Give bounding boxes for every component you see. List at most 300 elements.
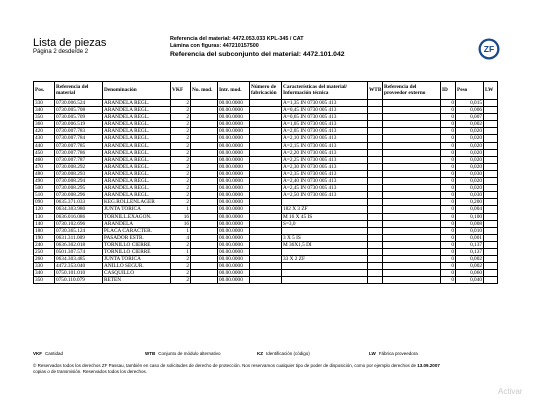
page-indicator: Página 2 desde/de 2 xyxy=(33,49,89,55)
col-pos-cell: 430 xyxy=(34,135,55,142)
col-wtb-cell xyxy=(368,256,383,263)
col-intr-mod-cell: 00.00.0000 xyxy=(218,270,250,277)
col-weight-cell: 0,060 xyxy=(456,270,484,277)
col-material-ref-cell: 0636.016.086 xyxy=(55,213,103,220)
col-vkf-cell: 2 xyxy=(171,256,191,263)
col-technical-info-cell: 3 X 5 IS xyxy=(282,234,368,241)
col-lw-cell xyxy=(484,234,498,241)
col-lw-cell xyxy=(484,227,498,234)
col-id-cell: 0 xyxy=(441,170,456,177)
col-no-mod-cell xyxy=(191,277,218,284)
col-supplier-ref-cell xyxy=(383,170,441,177)
col-pos-cell: 450 xyxy=(34,149,55,156)
col-vkf-cell: 2 xyxy=(171,107,191,114)
col-technical-info-cell xyxy=(282,270,368,277)
col-denomination-cell: PLACA CARACTER. xyxy=(103,227,171,234)
parts-table xyxy=(33,81,498,284)
col-denomination-cell: TORNILLO CIERRE xyxy=(103,241,171,248)
col-no-mod-cell xyxy=(191,213,218,220)
copyright-line-1: © Reservados todos los derechos ZF Passau, también en caso de solicitudes de derecho de protección. Nos reservamos cualquier tipo de poder de disposición, como por ejemplo derechos de 13.09.2007 xyxy=(33,363,440,368)
col-lw-cell xyxy=(484,206,498,213)
col-pos-cell: 500 xyxy=(34,185,55,192)
col-material-ref-cell: 0730.008.295 xyxy=(55,185,103,192)
col-id-cell: 0 xyxy=(441,142,456,149)
col-fabrication-no-cell xyxy=(250,248,282,255)
col-wtb-cell xyxy=(368,199,383,206)
logo-text: ZF xyxy=(483,44,495,55)
col-pos-header: Pos. xyxy=(34,82,55,100)
col-no-mod-cell xyxy=(191,270,218,277)
copyright-date: 13.09.2007 xyxy=(417,363,440,368)
col-no-mod-cell xyxy=(191,135,218,142)
col-lw-cell xyxy=(484,100,498,107)
col-weight-cell: 0,008 xyxy=(456,220,484,227)
col-id-cell: 0 xyxy=(441,121,456,128)
col-lw-cell xyxy=(484,170,498,177)
col-lw-cell xyxy=(484,270,498,277)
col-fabrication-no-cell xyxy=(250,185,282,192)
col-wtb-cell xyxy=(368,234,383,241)
copyright-footer xyxy=(33,363,503,375)
col-denomination-cell: ARANDELA xyxy=(103,220,171,227)
col-material-ref-cell: 4472.353.040 xyxy=(55,263,103,270)
col-pos-cell: 470 xyxy=(34,163,55,170)
col-id-cell: 0 xyxy=(441,263,456,270)
col-denomination-cell: ARANDELA REGL. xyxy=(103,149,171,156)
col-fabrication-no-cell xyxy=(250,206,282,213)
copyright-line-2: copias o de transmisión. Reservados todos los derechos. xyxy=(33,369,148,374)
col-intr-mod-cell: 00.00.0000 xyxy=(218,142,250,149)
table-row xyxy=(34,185,498,192)
col-supplier-ref-cell xyxy=(383,241,441,248)
col-weight-cell: 0,100 xyxy=(456,213,484,220)
col-wtb-cell xyxy=(368,114,383,121)
col-supplier-ref-cell xyxy=(383,185,441,192)
col-fabrication-no-cell xyxy=(250,163,282,170)
col-fabrication-no-cell xyxy=(250,241,282,248)
col-supplier-ref-cell xyxy=(383,256,441,263)
col-lw-cell xyxy=(484,128,498,135)
col-weight-cell: 0,002 xyxy=(456,121,484,128)
col-id-cell: 0 xyxy=(441,234,456,241)
col-pos-cell: 340 xyxy=(34,270,55,277)
col-intr-mod-cell: 00.00.0000 xyxy=(218,149,250,156)
col-technical-info-cell xyxy=(282,263,368,270)
col-pos-cell: 240 xyxy=(34,241,55,248)
col-no-mod-cell xyxy=(191,256,218,263)
col-material-ref-cell: 0730.102.696 xyxy=(55,220,103,227)
col-no-mod-cell xyxy=(191,185,218,192)
col-id-cell: 0 xyxy=(441,135,456,142)
col-technical-info-header: Características del material/ Información técnica xyxy=(282,82,368,100)
col-no-mod-cell xyxy=(191,192,218,199)
col-weight-cell: 0,004 xyxy=(456,206,484,213)
col-wtb-cell xyxy=(368,178,383,185)
col-fabrication-no-cell xyxy=(250,227,282,234)
col-supplier-ref-cell xyxy=(383,128,441,135)
table-row xyxy=(34,206,498,213)
col-vkf-cell: 2 xyxy=(171,149,191,156)
col-lw-cell xyxy=(484,241,498,248)
table-row xyxy=(34,199,498,206)
col-material-ref-cell: 0730.008.292 xyxy=(55,163,103,170)
col-material-ref-cell: 0730.005.709 xyxy=(55,114,103,121)
table-row xyxy=(34,256,498,263)
table-row xyxy=(34,192,498,199)
col-material-ref-cell: 0636.302.018 xyxy=(55,241,103,248)
col-vkf-cell: 2 xyxy=(171,178,191,185)
col-material-ref-cell: 0730.007.786 xyxy=(55,149,103,156)
col-weight-cell: 0,030 xyxy=(456,170,484,177)
document-header xyxy=(170,36,345,59)
col-supplier-ref-cell xyxy=(383,213,441,220)
col-denomination-cell: ARANDELA REGL. xyxy=(103,121,171,128)
col-supplier-ref-cell xyxy=(383,163,441,170)
col-lw-cell xyxy=(484,220,498,227)
col-fabrication-no-cell xyxy=(250,213,282,220)
table-row xyxy=(34,149,498,156)
col-weight-header: Peso xyxy=(456,82,484,100)
col-wtb-cell xyxy=(368,135,383,142)
col-lw-cell xyxy=(484,107,498,114)
col-vkf-cell: 1 xyxy=(171,206,191,213)
col-intr-mod-cell: 00.00.0000 xyxy=(218,128,250,135)
col-wtb-cell xyxy=(368,277,383,284)
col-intr-mod-cell: 00.00.0000 xyxy=(218,100,250,107)
col-weight-cell: 0,010 xyxy=(456,227,484,234)
col-vkf-cell: 2 xyxy=(171,241,191,248)
col-fabrication-no-cell xyxy=(250,114,282,121)
col-no-mod-cell xyxy=(191,107,218,114)
col-weight-cell: 0,020 xyxy=(456,156,484,163)
col-pos-cell: 350 xyxy=(34,277,55,284)
col-no-mod-cell xyxy=(191,128,218,135)
col-id-cell: 0 xyxy=(441,156,456,163)
subassembly-reference: Referencia del subconjunto del material: 4472.101.042 xyxy=(170,51,345,58)
col-fabrication-no-cell xyxy=(250,277,282,284)
col-wtb-cell xyxy=(368,270,383,277)
col-weight-cell: 0,137 xyxy=(456,248,484,255)
col-id-cell: 0 xyxy=(441,178,456,185)
col-wtb-cell xyxy=(368,263,383,270)
col-lw-cell xyxy=(484,142,498,149)
col-denomination-cell: TORNILLO CIERRE xyxy=(103,248,171,255)
col-pos-cell: 090 xyxy=(34,199,55,206)
col-wtb-cell xyxy=(368,213,383,220)
col-weight-cell: 0,020 xyxy=(456,178,484,185)
col-lw-cell xyxy=(484,192,498,199)
col-intr-mod-cell: 00.00.0000 xyxy=(218,114,250,121)
col-supplier-ref-cell xyxy=(383,149,441,156)
table-row xyxy=(34,248,498,255)
col-weight-cell: 0,002 xyxy=(456,263,484,270)
table-row xyxy=(34,227,498,234)
col-material-ref-cell: 0730.007.784 xyxy=(55,135,103,142)
col-supplier-ref-cell xyxy=(383,263,441,270)
table-row xyxy=(34,100,498,107)
col-no-mod-cell xyxy=(191,178,218,185)
col-supplier-ref-cell xyxy=(383,107,441,114)
col-no-mod-cell xyxy=(191,170,218,177)
col-lw-cell xyxy=(484,256,498,263)
col-fabrication-no-cell xyxy=(250,142,282,149)
table-row xyxy=(34,170,498,177)
col-material-ref-cell: 0730.005.708 xyxy=(55,107,103,114)
col-technical-info-cell: A=2,10 IN 0730 005 413 xyxy=(282,135,368,142)
col-id-cell: 0 xyxy=(441,270,456,277)
col-wtb-cell xyxy=(368,170,383,177)
col-intr-mod-cell: 00.00.0000 xyxy=(218,156,250,163)
col-material-ref-cell: 0730.365.124 xyxy=(55,227,103,234)
col-denomination-cell: ARANDELA REGL. xyxy=(103,107,171,114)
col-id-cell: 0 xyxy=(441,256,456,263)
col-intr-mod-cell: 00.00.0000 xyxy=(218,185,250,192)
col-no-mod-cell xyxy=(191,114,218,121)
col-material-ref-cell: 0730.008.296 xyxy=(55,192,103,199)
col-fabrication-no-cell xyxy=(250,170,282,177)
col-lw-cell xyxy=(484,263,498,270)
col-technical-info-cell xyxy=(282,199,368,206)
col-vkf-cell: 2 xyxy=(171,156,191,163)
col-weight-cell: 0,020 xyxy=(456,163,484,170)
col-intr-mod-cell: 00.00.0000 xyxy=(218,263,250,270)
col-fabrication-no-cell xyxy=(250,128,282,135)
col-no-mod-cell xyxy=(191,227,218,234)
col-material-ref-cell: 0730.006.524 xyxy=(55,100,103,107)
col-lw-cell xyxy=(484,277,498,284)
col-lw-cell xyxy=(484,121,498,128)
col-fabrication-no-cell xyxy=(250,270,282,277)
col-no-mod-cell xyxy=(191,142,218,149)
col-supplier-ref-cell xyxy=(383,270,441,277)
col-intr-mod-cell: 00.00.0000 xyxy=(218,277,250,284)
col-wtb-cell xyxy=(368,149,383,156)
col-technical-info-cell: A=2,35 IN 0730 005 413 xyxy=(282,170,368,177)
col-vkf-cell: 2 xyxy=(171,163,191,170)
col-supplier-ref-cell xyxy=(383,220,441,227)
legend-item: VKF Cantidad xyxy=(33,351,64,356)
col-fabrication-no-cell xyxy=(250,220,282,227)
col-id-cell: 0 xyxy=(441,100,456,107)
col-vkf-cell: 2 xyxy=(171,114,191,121)
col-vkf-cell: 2 xyxy=(171,135,191,142)
col-weight-cell: 0,040 xyxy=(456,277,484,284)
col-no-mod-cell xyxy=(191,199,218,206)
col-supplier-ref-cell xyxy=(383,248,441,255)
col-id-cell: 0 xyxy=(441,163,456,170)
col-material-ref-cell: 0635.371.033 xyxy=(55,199,103,206)
col-intr-mod-cell: 00.00.0000 xyxy=(218,220,250,227)
col-intr-mod-cell: 00.00.0000 xyxy=(218,227,250,234)
col-vkf-cell: 2 xyxy=(171,270,191,277)
col-supplier-ref-header: Referencia del proveedor externo xyxy=(383,82,441,100)
table-row xyxy=(34,277,498,284)
col-denomination-cell: ARANDELA REGL. xyxy=(103,192,171,199)
col-pos-cell: 130 xyxy=(34,213,55,220)
col-intr-mod-cell: 00.00.0000 xyxy=(218,170,250,177)
document-title: Lista de piezas xyxy=(33,37,107,49)
col-intr-mod-cell: 00.00.0000 xyxy=(218,234,250,241)
col-vkf-cell: 2 xyxy=(171,128,191,135)
col-material-ref-header: Referencia del material xyxy=(55,82,103,100)
col-vkf-cell: 2 xyxy=(171,170,191,177)
col-technical-info-cell: A=2,05 IN 0730 005 413 xyxy=(282,128,368,135)
col-denomination-cell: ARANDELA REGL. xyxy=(103,142,171,149)
col-intr-mod-header: Intr. mod. xyxy=(218,82,250,100)
col-pos-cell: 260 xyxy=(34,256,55,263)
col-technical-info-cell xyxy=(282,227,368,234)
table-row xyxy=(34,156,498,163)
col-material-ref-cell: 0501.307.574 xyxy=(55,248,103,255)
col-fabrication-no-cell xyxy=(250,263,282,270)
col-supplier-ref-cell xyxy=(383,277,441,284)
col-intr-mod-cell: 00.00.0000 xyxy=(218,213,250,220)
col-technical-info-cell: A=0,45 IN 0730 005 413 xyxy=(282,107,368,114)
col-pos-cell: 480 xyxy=(34,170,55,177)
table-row xyxy=(34,241,498,248)
col-wtb-cell xyxy=(368,248,383,255)
col-fabrication-no-cell xyxy=(250,135,282,142)
col-weight-cell: 0,002 xyxy=(456,256,484,263)
col-id-cell: 0 xyxy=(441,248,456,255)
col-id-cell: 0 xyxy=(441,277,456,284)
table-row xyxy=(34,220,498,227)
col-pos-cell: 140 xyxy=(34,220,55,227)
col-id-cell: 0 xyxy=(441,192,456,199)
col-no-mod-cell xyxy=(191,206,218,213)
col-lw-cell xyxy=(484,199,498,206)
col-weight-cell: 0,200 xyxy=(456,199,484,206)
col-supplier-ref-cell xyxy=(383,100,441,107)
col-denomination-cell: ARANDELA REGL. xyxy=(103,128,171,135)
col-vkf-cell: 2 xyxy=(171,277,191,284)
col-technical-info-cell xyxy=(282,277,368,284)
col-intr-mod-cell: 00.00.0000 xyxy=(218,192,250,199)
col-denomination-cell: ARANDELA REGL. xyxy=(103,185,171,192)
col-supplier-ref-cell xyxy=(383,192,441,199)
col-no-mod-cell xyxy=(191,156,218,163)
col-vkf-cell: 2 xyxy=(171,142,191,149)
col-no-mod-cell xyxy=(191,220,218,227)
col-denomination-cell: ARANDELA REGL. xyxy=(103,178,171,185)
col-technical-info-cell: A=2,40 IN 0730 005 413 xyxy=(282,178,368,185)
col-fabrication-no-cell xyxy=(250,149,282,156)
col-vkf-cell: 2 xyxy=(171,199,191,206)
col-vkf-cell: 1 xyxy=(171,248,191,255)
col-weight-cell: 0,020 xyxy=(456,149,484,156)
material-reference: Referencia del material: 4472.053.033 KPL-345 / CAT xyxy=(170,36,304,42)
col-pos-cell: 120 xyxy=(34,206,55,213)
col-no-mod-header: No. mod. xyxy=(191,82,218,100)
col-material-ref-cell: 0634.303.980 xyxy=(55,206,103,213)
col-id-cell: 0 xyxy=(441,199,456,206)
col-lw-cell xyxy=(484,213,498,220)
col-weight-cell: 0,020 xyxy=(456,142,484,149)
col-pos-cell: 360 xyxy=(34,121,55,128)
col-id-cell: 0 xyxy=(441,227,456,234)
col-intr-mod-cell: 00.00.0000 xyxy=(218,135,250,142)
col-vkf-cell: 16 xyxy=(171,220,191,227)
col-vkf-header: VKF xyxy=(171,82,191,100)
col-weight-cell: 0,015 xyxy=(456,100,484,107)
table-row xyxy=(34,178,498,185)
legend-item: KZ Identificación (código) xyxy=(257,351,310,356)
col-denomination-cell: TORNILL.EXAGON. xyxy=(103,213,171,220)
col-supplier-ref-cell xyxy=(383,114,441,121)
col-denomination-cell: ARANDELA REGL. xyxy=(103,156,171,163)
col-material-ref-cell: 0730.007.783 xyxy=(55,128,103,135)
legend-item: LW Fábrica proveedora xyxy=(369,351,418,356)
col-technical-info-cell: A=2,50 IN 0730 005 413 xyxy=(282,192,368,199)
col-pos-cell: 190 xyxy=(34,234,55,241)
col-intr-mod-cell: 00.00.0000 xyxy=(218,256,250,263)
col-lw-cell xyxy=(484,248,498,255)
col-no-mod-cell xyxy=(191,121,218,128)
col-technical-info-cell: M 36X1,5 DI xyxy=(282,241,368,248)
col-pos-cell: 510 xyxy=(34,192,55,199)
col-material-ref-cell: 0631.311.009 xyxy=(55,234,103,241)
col-fabrication-no-cell xyxy=(250,178,282,185)
col-id-header: ID xyxy=(441,82,456,100)
table-header-row xyxy=(34,82,498,100)
col-technical-info-cell: A=0,65 IN 0730 005 413 xyxy=(282,114,368,121)
col-lw-cell xyxy=(484,178,498,185)
col-supplier-ref-cell xyxy=(383,178,441,185)
col-lw-cell xyxy=(484,163,498,170)
col-denomination-cell: ARANDELA REGL. xyxy=(103,170,171,177)
col-no-mod-cell xyxy=(191,263,218,270)
col-pos-cell: 340 xyxy=(34,107,55,114)
zf-logo-icon xyxy=(478,38,500,60)
col-weight-cell: 0,006 xyxy=(456,107,484,114)
col-technical-info-cell: S=3,0 xyxy=(282,220,368,227)
col-id-cell: 0 xyxy=(441,206,456,213)
col-lw-header: LW xyxy=(484,82,498,100)
table-row xyxy=(34,107,498,114)
col-fabrication-no-cell xyxy=(250,100,282,107)
col-weight-cell: 0,137 xyxy=(456,241,484,248)
col-weight-cell: 0,007 xyxy=(456,114,484,121)
col-technical-info-cell: A=2,30 IN 0730 005 413 xyxy=(282,163,368,170)
col-no-mod-cell xyxy=(191,248,218,255)
col-fabrication-no-cell xyxy=(250,234,282,241)
col-id-cell: 0 xyxy=(441,185,456,192)
col-vkf-cell: 1 xyxy=(171,227,191,234)
col-lw-cell xyxy=(484,149,498,156)
col-wtb-cell xyxy=(368,185,383,192)
table-row xyxy=(34,234,498,241)
table-row xyxy=(34,213,498,220)
col-intr-mod-cell: 00.00.0000 xyxy=(218,241,250,248)
col-wtb-cell xyxy=(368,241,383,248)
col-denomination-cell: JUNTA TORICA xyxy=(103,206,171,213)
col-pos-cell: 330 xyxy=(34,100,55,107)
col-pos-cell: 330 xyxy=(34,263,55,270)
col-denomination-header: Denominación xyxy=(103,82,171,100)
col-lw-cell xyxy=(484,135,498,142)
col-no-mod-cell xyxy=(191,241,218,248)
col-denomination-cell: RETEN xyxy=(103,277,171,284)
col-weight-cell: 0,020 xyxy=(456,135,484,142)
col-denomination-cell: PASADOR ESTR. xyxy=(103,234,171,241)
col-denomination-cell: ARANDELA REGL. xyxy=(103,100,171,107)
col-weight-cell: 0,020 xyxy=(456,128,484,135)
col-technical-info-cell: A=1,05 IN 0730 005 413 xyxy=(282,121,368,128)
col-supplier-ref-cell xyxy=(383,121,441,128)
col-wtb-cell xyxy=(368,100,383,107)
col-material-ref-cell: 0730.008.293 xyxy=(55,170,103,177)
col-material-ref-cell: 0730.007.787 xyxy=(55,156,103,163)
